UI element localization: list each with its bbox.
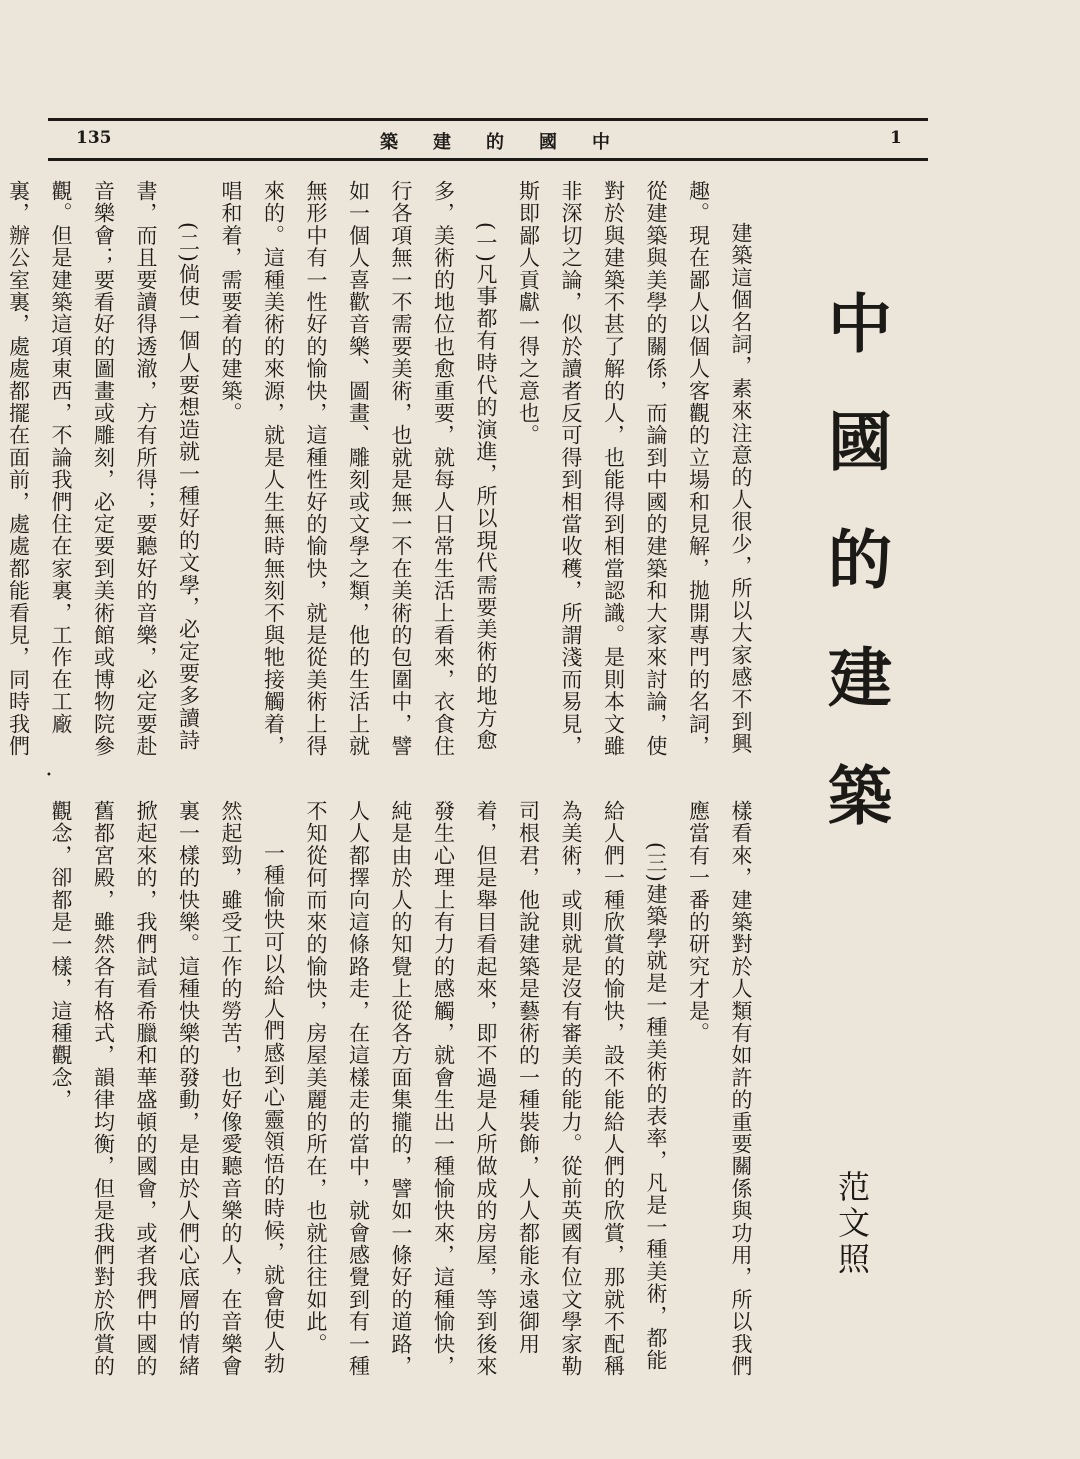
running-head-char: 築: [380, 132, 398, 153]
paragraph-section-1: (一)凡事都有時代的演進，所以現代需要美術的地方愈多，美術的地位也愈重要，就每人日常生活上看來，衣食住行各項無一不需要美術，也就是無一不在美術的包圍中，譬如一個人喜歡音樂、圖畫、雕刻或文學之類，他的生活上就無形中有一性好的愉快，這種性好的愉快，就是從美術上得來的。這種美術的來源，就是人生無時無刻不與牠接觸着，唱和着，需要着的建築。: [219, 180, 498, 758]
running-head-char: 建: [433, 132, 451, 153]
running-head: [380, 128, 610, 154]
running-head-char: 的: [486, 132, 504, 153]
header-top-rule: [48, 118, 928, 121]
lower-text-block: [48, 800, 762, 1390]
paragraph-section-2: (二)倘使一個人要想造就一種好的文學，必定要多讀詩書，而且要讀得透澈，方有所得；要聽好的音樂，必定要赴音樂會；要看好的圖畫或雕刻，必定要到美術館或博物院參觀。但是建築這項東西，不論我們住在家裏，工作在工廠裏，辦公室裏，處處都擺在面前，處處都能看見，同時我們: [6, 180, 201, 758]
paragraph-section-3: (三)建築學就是一種美術的表率，凡是一種美術，都能給人們一種欣賞的愉快，設不能給人們的欣賞，那就不配稱為美術，或則就是沒有審美的能力。從前英國有位文學家勒司根君，他說建築是藝術的一種裝飾，人人都能永遠御用着，但是舉目看起來，即不過是人所做成的房屋，等到後來發生心理上有力的感觸，就會生出一種愉快來，這種愉快，純是由於人的知覺上從各方面集攏的，譬如一條好的道路，人人都擇向這條路走，在這樣走的當中，就會感覺到有一種不知從何而來的愉快，房屋美麗的所在，也就往往如此。: [304, 800, 668, 1378]
article-title: 中國的建築: [817, 290, 892, 880]
paragraph-continuation: 樣看來，建築對於人類有如許的重要關係與功用，所以我們應當有一番的研究才是。: [686, 800, 753, 1378]
page-number-left: 135: [76, 128, 112, 148]
header-bottom-rule: [48, 158, 928, 161]
paragraph-intro: 建築這個名詞，素來注意的人很少，所以大家感不到興趣。現在鄙人以個人客觀的立場和見解，拋開專門的名詞，從建築與美學的關係，而論到中國的建築和大家來討論，使對於與建築不甚了解的人，也能得到相當認識。是則本文雖非深切之論，似於讀者反可得到相當收穫，所謂淺而易見，斯即鄙人貢獻一得之意也。: [516, 180, 753, 758]
running-head-char: 國: [539, 132, 557, 153]
page-number-right: 1: [890, 128, 902, 148]
upper-text-block: [6, 180, 762, 765]
running-head-char: 中: [592, 132, 610, 153]
article-author: 范文照: [833, 1170, 871, 1278]
margin-dot: •: [46, 770, 52, 781]
paragraph-enjoyment: 一種愉快可以給人們感到心靈領悟的時候，就會使人勃然起勁，雖受工作的勞苦，也好像愛聽音樂的人，在音樂會裏一樣的快樂。這種快樂的發動，是由於人們心底層的情緒掀起來的，我們試看希臘和華盛頓的國會，或者我們中國的舊都宮殿，雖然各有格式，韻律均衡，但是我們對於欣賞的觀念，卻都是一樣，這種觀念，: [49, 800, 286, 1378]
